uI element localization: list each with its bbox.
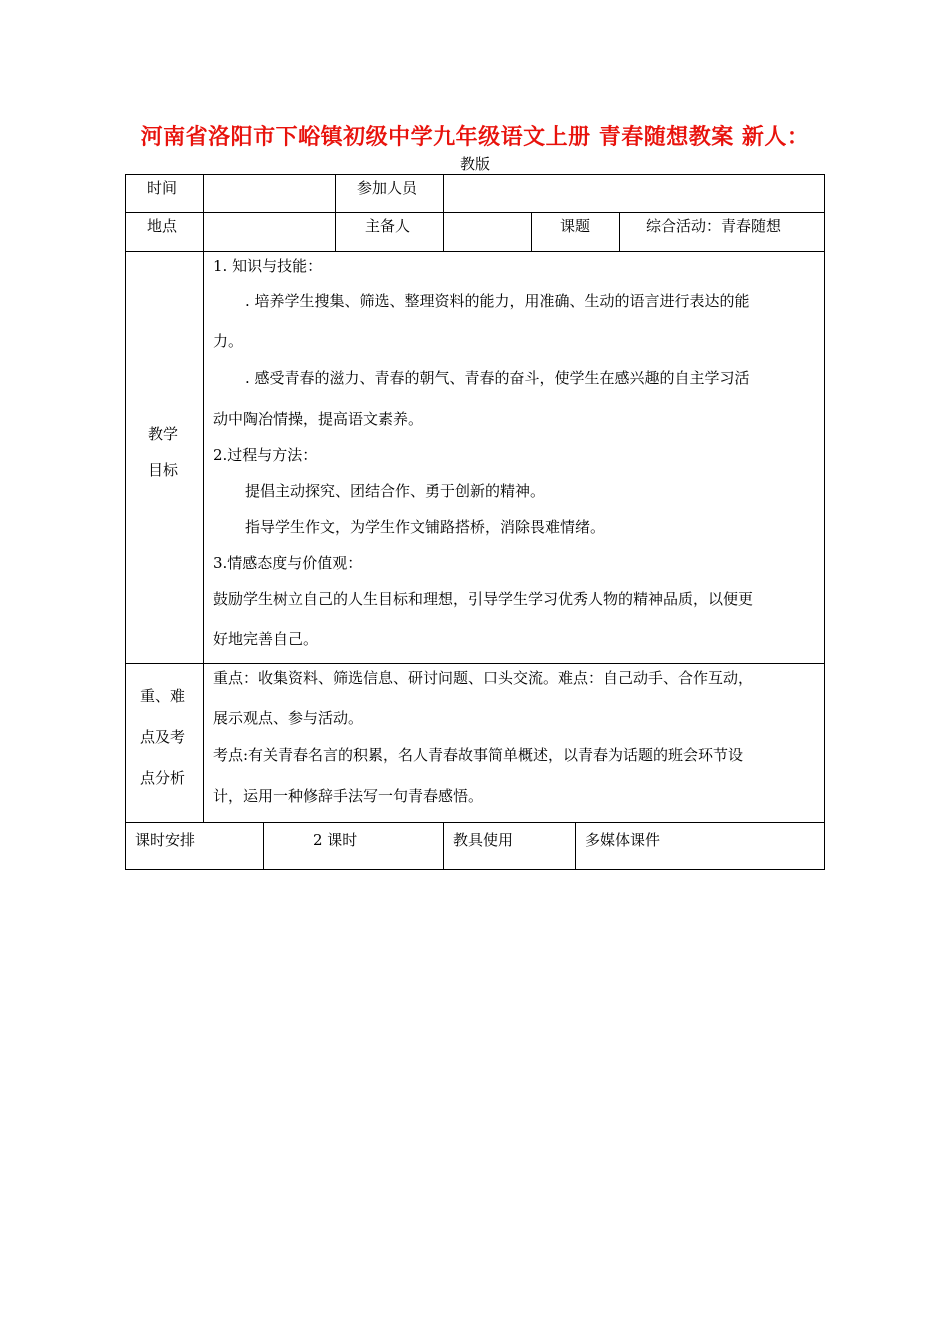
keypoints-text-line: 重点：收集资料、筛选信息、研讨问题、口头交流。难点：自己动手、合作互动， <box>213 669 754 687</box>
table-col-divider <box>263 822 264 870</box>
table-border-right <box>824 174 825 870</box>
keypoints-label-line: 点及考 <box>140 728 186 746</box>
goals-text-line: 2.过程与方法： <box>213 446 318 464</box>
time-label: 时间 <box>147 179 178 197</box>
topic-value: 综合活动：青春随想 <box>646 217 782 235</box>
keypoints-text-line: 展示观点、参与活动。 <box>213 709 364 727</box>
table-row-divider <box>125 822 825 823</box>
goals-text-line: 鼓励学生树立自己的人生目标和理想，引导学生学习优秀人物的精神品质，以便更 <box>213 590 754 608</box>
table-col-divider <box>203 251 204 823</box>
keypoints-label-line: 点分析 <box>140 769 186 787</box>
table-col-divider <box>335 174 336 252</box>
table-border-left <box>125 174 126 870</box>
goals-text-line: 提倡主动探究、团结合作、勇于创新的精神。 <box>245 482 546 500</box>
tools-value: 多媒体课件 <box>585 831 661 849</box>
document-subtitle: 教版 <box>459 155 490 173</box>
document-title: 河南省洛阳市下峪镇初级中学九年级语文上册 青春随想教案 新人： <box>140 125 810 150</box>
table-row-divider <box>125 212 825 213</box>
goals-text-line: 3.情感态度与价值观： <box>213 554 363 572</box>
table-col-divider <box>575 822 576 870</box>
goals-text-line: 1. 知识与技能： <box>213 257 323 275</box>
table-row-divider <box>125 251 825 252</box>
goals-label-line: 目标 <box>148 461 179 479</box>
schedule-label: 课时安排 <box>135 831 196 849</box>
goals-text-line: 指导学生作文，为学生作文铺路搭桥，消除畏难情绪。 <box>245 518 606 536</box>
table-row-divider <box>125 663 825 664</box>
table-col-divider <box>203 174 204 252</box>
goals-text-line: . 感受青春的滋力、青春的朝气、青春的奋斗，使学生在感兴趣的自主学习活 <box>245 369 750 387</box>
participants-label: 参加人员 <box>357 179 418 197</box>
table-col-divider <box>443 174 444 252</box>
goals-label-line: 教学 <box>148 425 179 443</box>
preparer-label: 主备人 <box>365 217 411 235</box>
keypoints-label-line: 重、难 <box>140 687 186 705</box>
table-border-bottom <box>125 869 825 870</box>
table-col-divider <box>531 212 532 252</box>
table-border-top <box>125 174 825 175</box>
goals-text-line: 力。 <box>213 332 244 350</box>
goals-text-line: 动中陶冶情操，提高语文素养。 <box>213 410 424 428</box>
goals-text-line: 好地完善自己。 <box>213 630 319 648</box>
table-col-divider <box>619 212 620 252</box>
keypoints-text-line: 考点:有关青春名言的积累，名人青春故事简单概述，以青春为话题的班会环节设 <box>213 746 744 764</box>
place-label: 地点 <box>147 217 178 235</box>
topic-label: 课题 <box>560 217 591 235</box>
keypoints-text-line: 计，运用一种修辞手法写一句青春感悟。 <box>213 787 484 805</box>
goals-text-line: . 培养学生搜集、筛选、整理资料的能力，用准确、生动的语言进行表达的能 <box>245 292 750 310</box>
table-col-divider <box>443 822 444 870</box>
tools-label: 教具使用 <box>453 831 514 849</box>
schedule-value: 2 课时 <box>313 831 358 849</box>
